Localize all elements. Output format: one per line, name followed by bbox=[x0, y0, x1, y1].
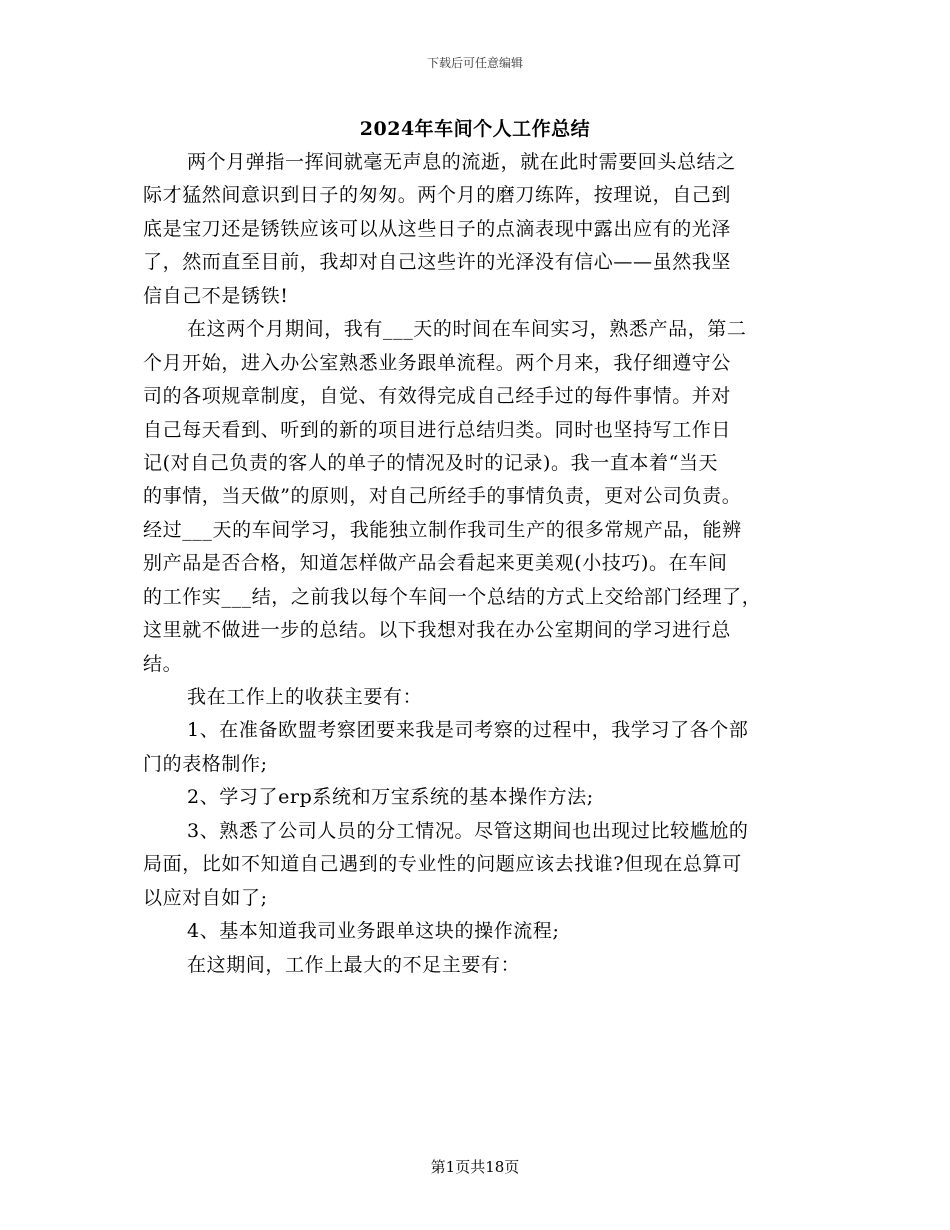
body-line: 1、在准备欧盟考察团要来我是司考察的过程中，我学习了各个部 bbox=[187, 719, 749, 742]
document-body bbox=[143, 146, 823, 982]
body-line: 两个月弹指一挥间就毫无声息的流逝，就在此时需要回头总结之 bbox=[187, 151, 736, 173]
body-line: 信自己不是锈铁! bbox=[143, 284, 289, 307]
body-line: 我在工作上的收获主要有： bbox=[187, 686, 423, 708]
page-number: 第1页共18页 bbox=[430, 1158, 520, 1176]
body-line: 4、基本知道我司业务跟单这块的操作流程; bbox=[187, 920, 560, 943]
body-line: 个月开始，进入办公室熟悉业务跟单流程。两个月来，我仔细遵守公 bbox=[143, 351, 732, 374]
body-line: 门的表格制作; bbox=[143, 752, 268, 775]
body-line: 别产品是否合格，知道怎样做产品会看起来更美观(小技巧)。在车间 bbox=[143, 552, 728, 575]
body-line: 的工作实___结，之前我以每个车间一个总结的方式上交给部门经理了， bbox=[143, 585, 762, 608]
body-line: 在这期间，工作上最大的不足主要有： bbox=[187, 953, 521, 976]
body-line: 经过___天的车间学习，我能独立制作我司生产的很多常规产品，能辨 bbox=[143, 518, 742, 541]
body-line: 底是宝刀还是锈铁应该可以从这些日子的点滴表现中露出应有的光泽 bbox=[143, 217, 732, 240]
body-line: 以应对自如了; bbox=[143, 886, 268, 909]
document-title: 2024年车间个人工作总结 bbox=[359, 118, 591, 140]
body-line: 自己每天看到、听到的新的项目进行总结归类。同时也坚持写工作日 bbox=[143, 418, 732, 441]
body-line: 在这两个月期间，我有___天的时间在车间实习，熟悉产品，第二 bbox=[187, 318, 747, 341]
body-line: 际才猛然间意识到日子的匆匆。两个月的磨刀练阵，按理说，自己到 bbox=[143, 184, 732, 207]
header-note: 下载后可任意编辑 bbox=[426, 56, 523, 70]
body-line: 2、学习了erp系统和万宝系统的基本操作方法; bbox=[187, 786, 594, 809]
body-line: 司的各项规章制度，自觉、有效得完成自己经手过的每件事情。并对 bbox=[143, 385, 732, 408]
body-line: 了，然而直至目前，我却对自己这些许的光泽没有信心——虽然我坚 bbox=[143, 251, 732, 274]
body-line: 3、熟悉了公司人员的分工情况。尽管这期间也出现过比较尴尬的 bbox=[187, 819, 749, 842]
body-line: 结。 bbox=[143, 652, 183, 675]
body-line: 的事情，当天做”的原则，对自己所经手的事情负责，更对公司负责。 bbox=[143, 485, 742, 508]
body-line: 记(对自己负责的客人的单子的情况及时的记录)。我一直本着“当天 bbox=[143, 451, 719, 474]
body-line: 这里就不做进一步的总结。以下我想对我在办公室期间的学习进行总 bbox=[143, 619, 732, 642]
body-line: 局面，比如不知道自己遇到的专业性的问题应该去找谁?但现在总算可 bbox=[143, 853, 742, 876]
